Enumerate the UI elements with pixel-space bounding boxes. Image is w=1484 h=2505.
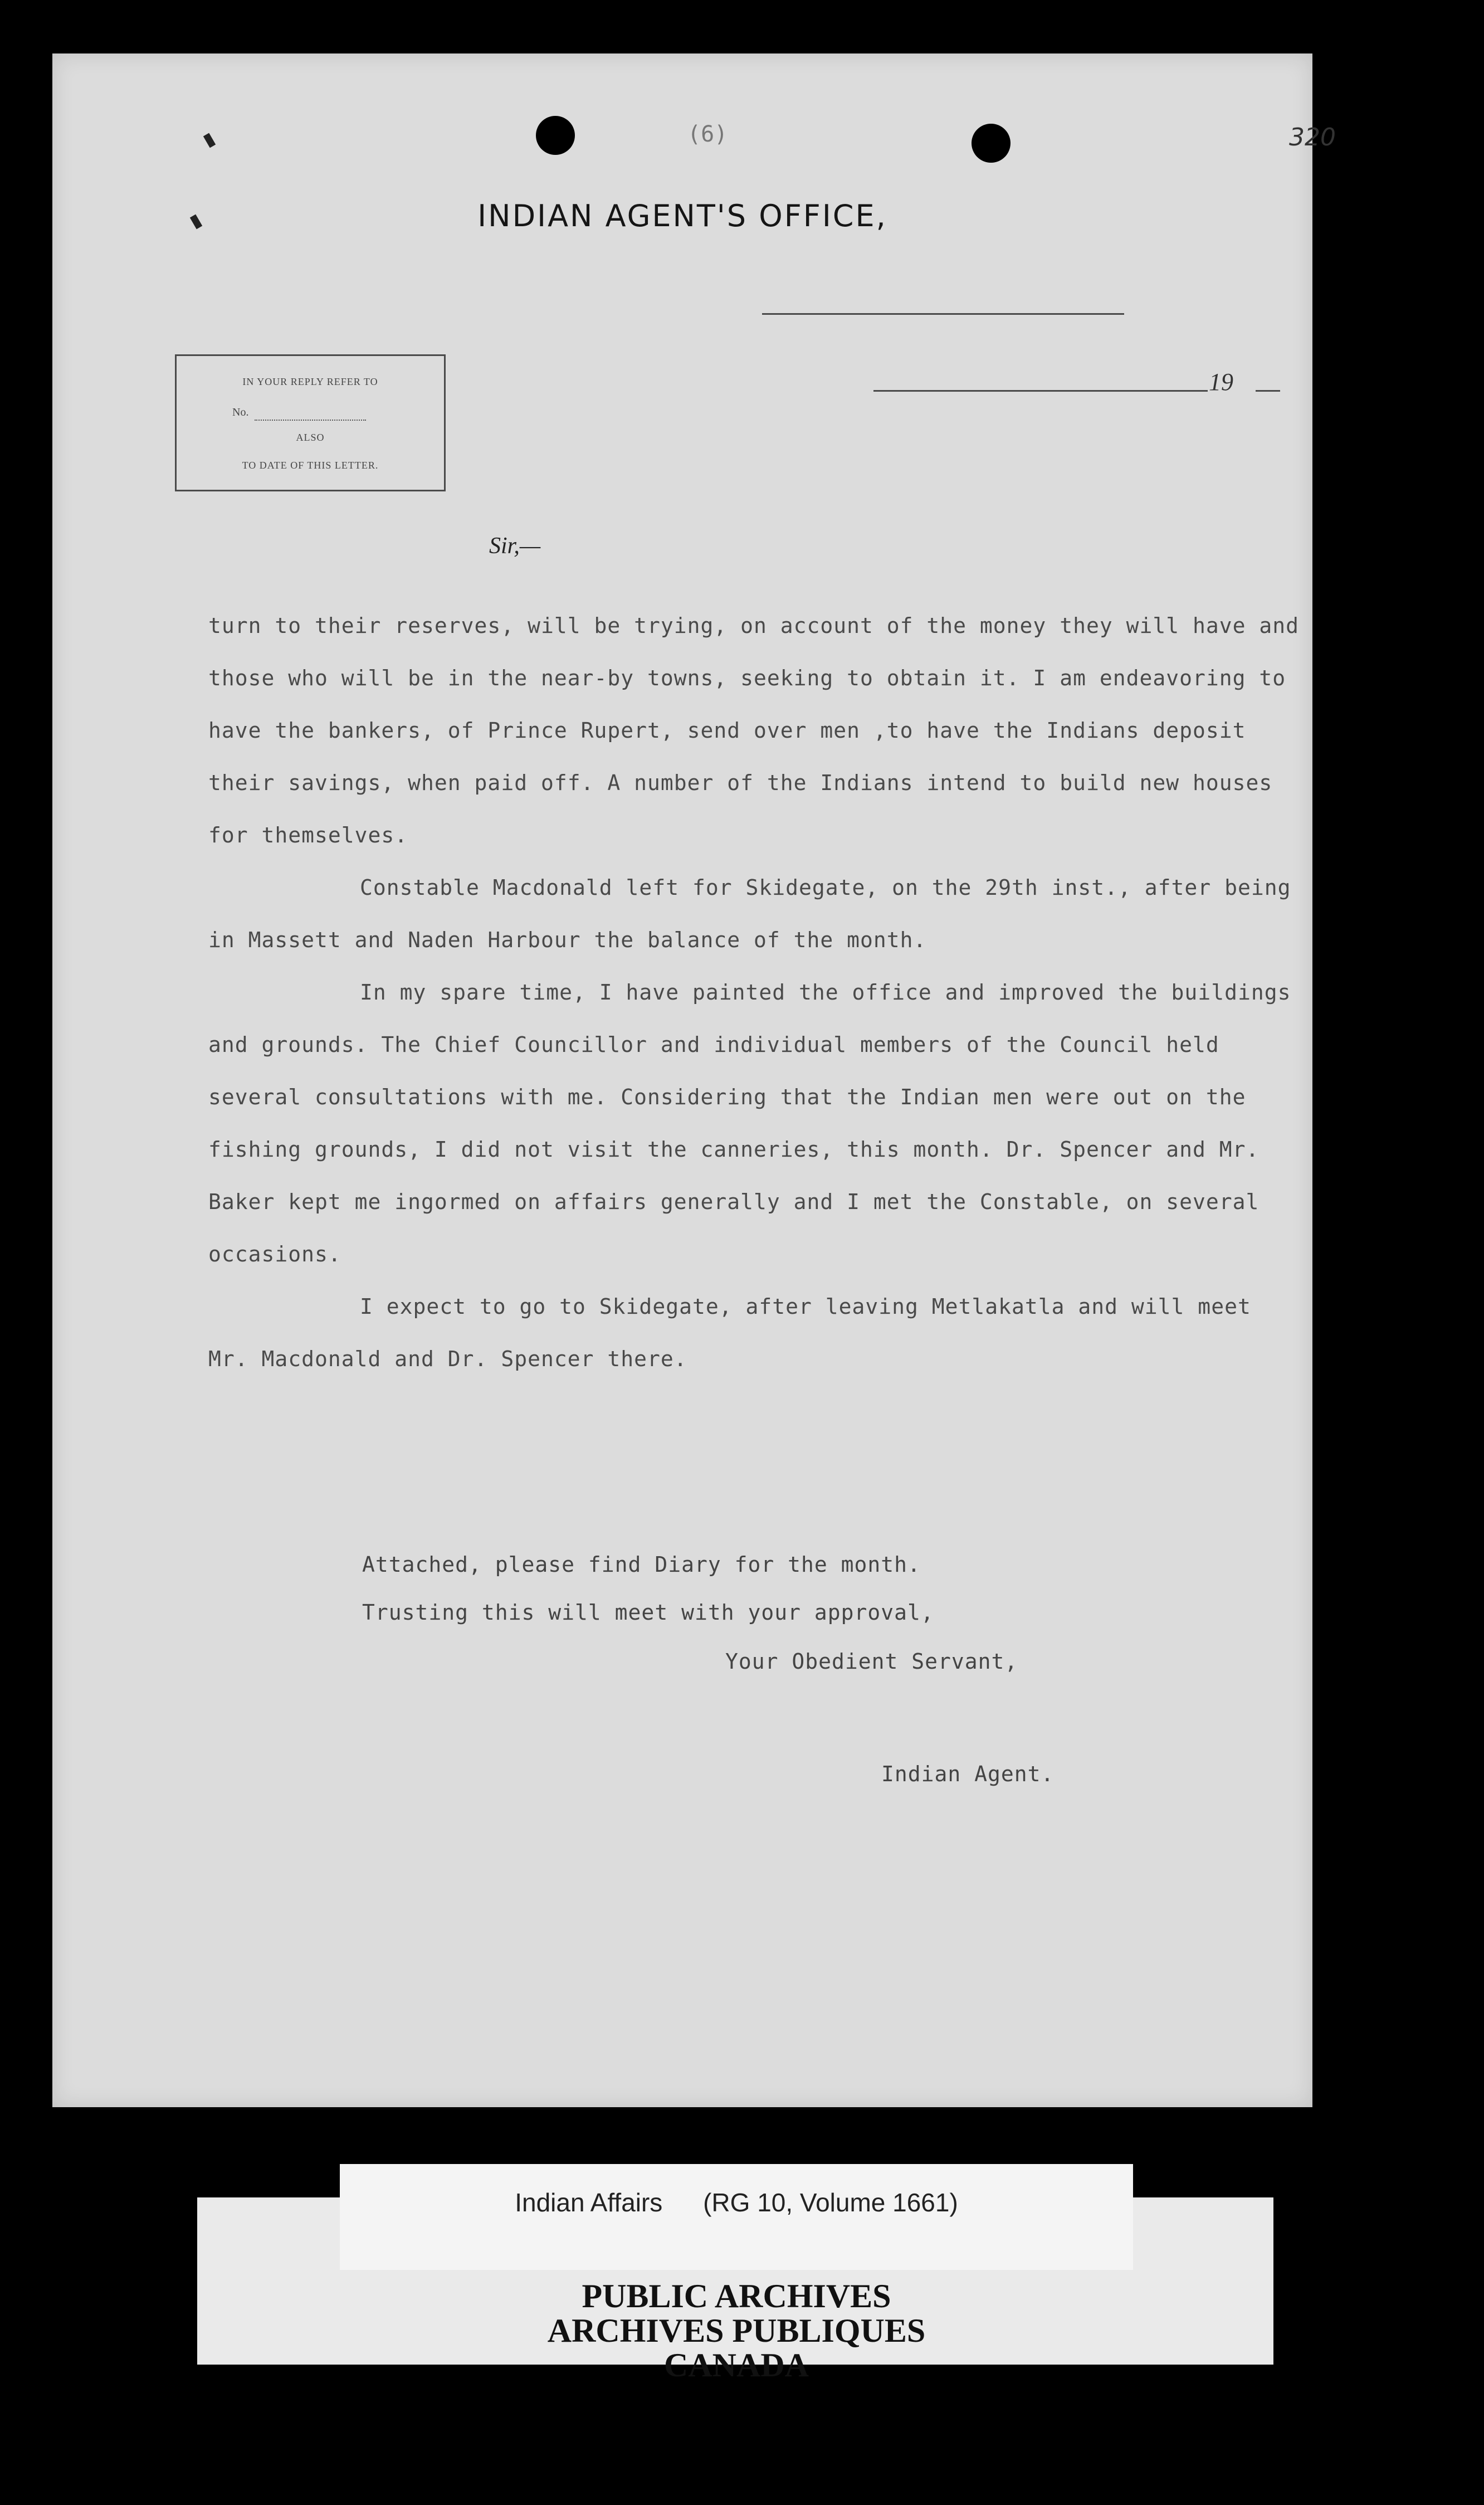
reference-line-1: IN YOUR REPLY REFER TO — [242, 376, 378, 387]
archive-series: Indian Affairs — [515, 2188, 663, 2217]
body-paragraph: Constable Macdonald left for Skidegate, on the 29th inst., after being in Massett and Naden Harbour the balance of the month. — [208, 875, 1291, 952]
reference-line-3: ALSO — [296, 432, 325, 443]
reference-line-4: TO DATE OF THIS LETTER. — [242, 460, 379, 471]
letter-body — [208, 600, 1300, 1385]
closing-attached: Attached, please find Diary for the month. — [362, 1552, 921, 1577]
reference-box — [175, 354, 446, 491]
archive-reference: (RG 10, Volume 1661) — [703, 2188, 958, 2217]
punch-hole-left — [536, 116, 575, 155]
closing-trusting: Trusting this will meet with your approval, — [362, 1600, 934, 1625]
archive-line-en: PUBLIC ARCHIVES — [582, 2278, 891, 2314]
punch-hole-right — [972, 124, 1011, 163]
archive-stamp — [340, 2279, 1133, 2382]
date-line — [873, 390, 1208, 392]
signature-title: Indian Agent. — [881, 1762, 1055, 1786]
body-paragraph: turn to their reserves, will be trying, on account of the money they will have and those who will be in the near-by towns, seeking to obtain it. I am endeavoring to have the bankers, of Prince Rupert, send over men ,to have the Indians deposit their savings, when paid off. A number of the Indians intend to build new houses for themselves. — [208, 613, 1299, 847]
page-mark: (6) — [687, 121, 728, 147]
office-title: INDIAN AGENT'S OFFICE, — [477, 198, 887, 233]
date-line-end — [1256, 390, 1280, 392]
body-paragraph: I expect to go to Skidegate, after leaving Metlakatla and will meet Mr. Macdonald and Dr. Spencer there. — [208, 1294, 1251, 1371]
body-paragraph: In my spare time, I have painted the office and improved the buildings and grounds. The Chief Councillor and individual members of the Council held several consultations with me. Considering that the Indian men were out on the fishing grounds, I did not visit the canneries, this month. Dr. Spencer and Mr. Baker kept me ingormed on affairs generally and I met the Constable, on several occasions. — [208, 980, 1291, 1266]
reference-number-blank — [255, 420, 366, 421]
closing-servant: Your Obedient Servant, — [725, 1649, 1018, 1674]
archive-citation — [340, 2187, 1133, 2218]
archive-line-country: CANADA — [664, 2347, 809, 2384]
reference-number-label: No. — [232, 406, 249, 418]
address-line — [762, 313, 1124, 315]
salutation: Sir,— — [489, 533, 541, 559]
archive-line-fr: ARCHIVES PUBLIQUES — [547, 2312, 926, 2349]
folio-number: 320 — [1289, 123, 1336, 152]
letter-page — [52, 53, 1336, 2107]
date-year: 19 — [1209, 368, 1233, 396]
